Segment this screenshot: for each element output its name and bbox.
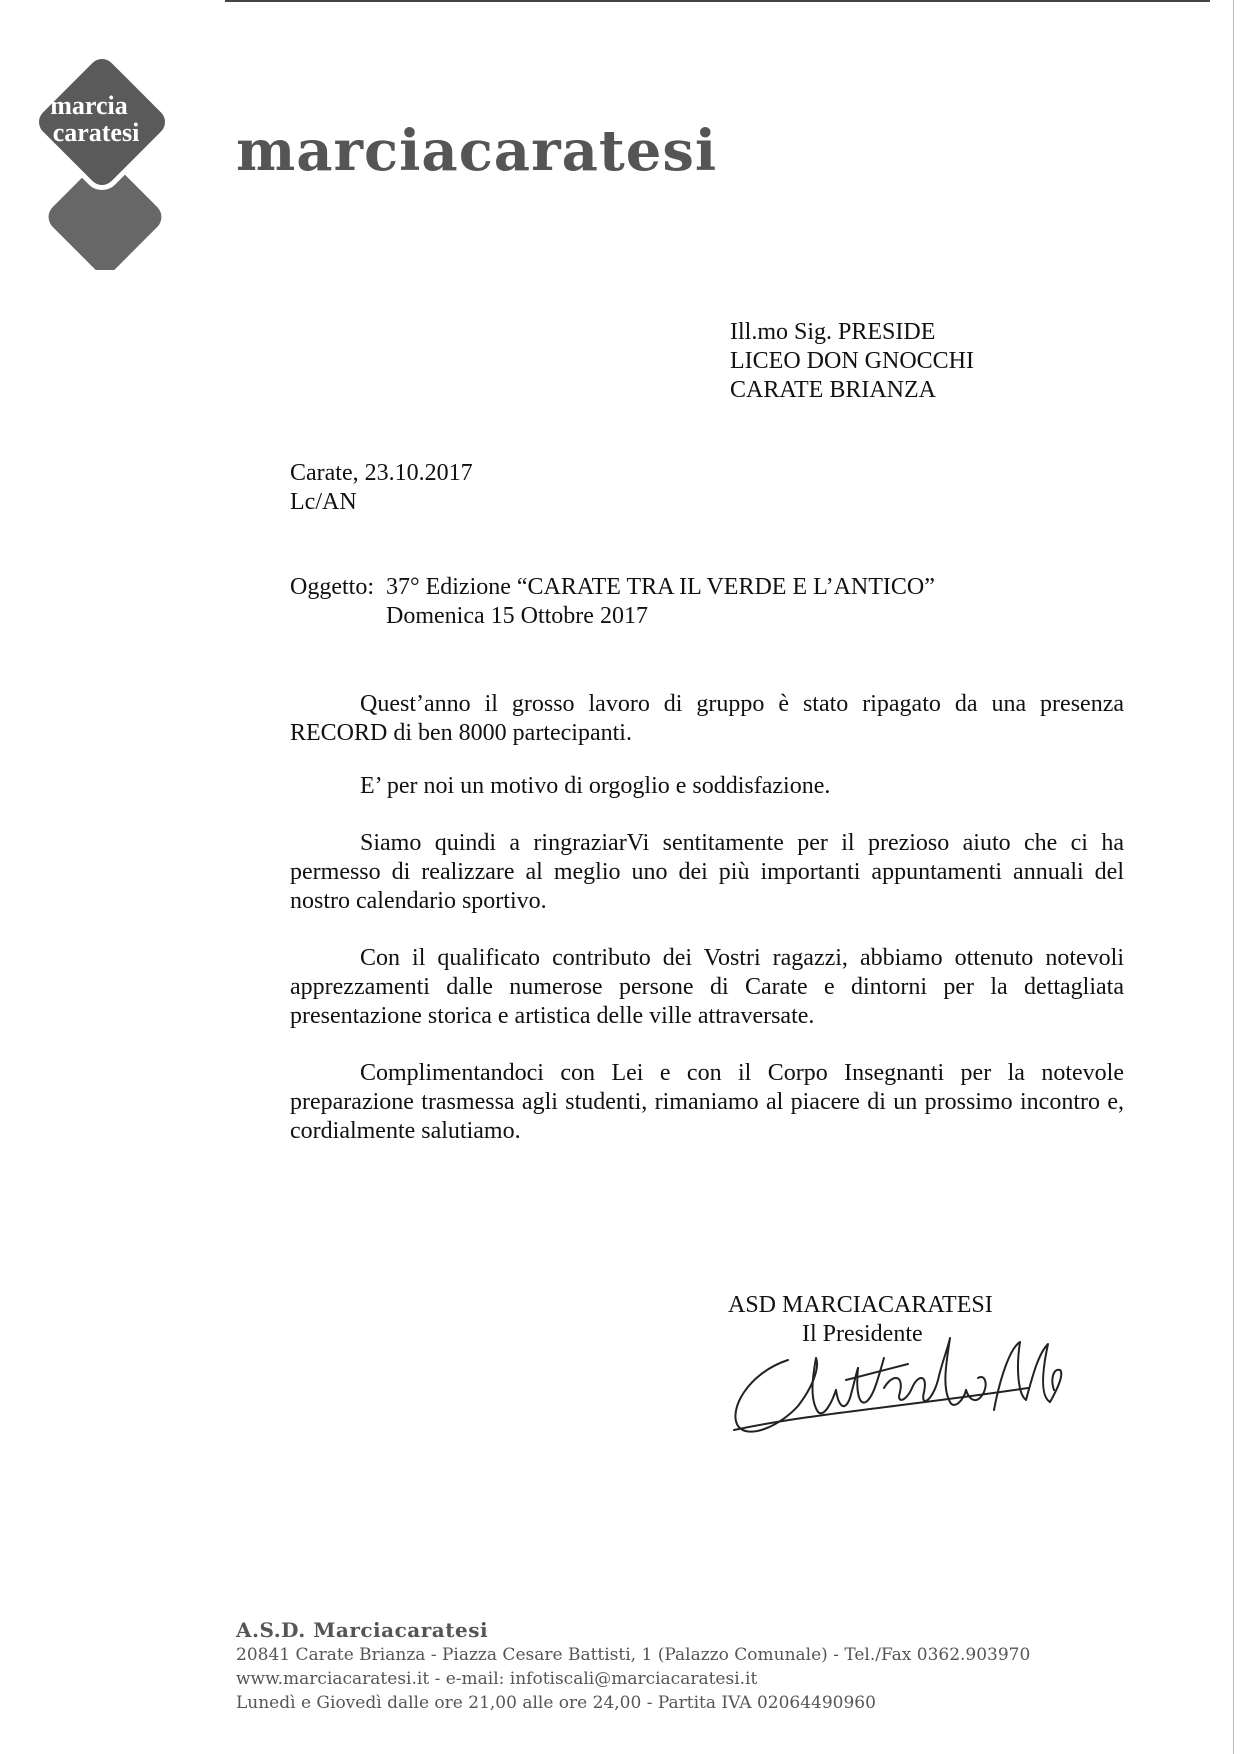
addressee-block [730,318,974,405]
footer-org-name: A.S.D. Marciacaratesi [236,1618,489,1642]
logo-text-line2: caratesi [52,118,140,147]
handwritten-signature [728,1318,1068,1438]
addressee-line1: Ill.mo Sig. PRESIDE [730,319,936,345]
top-border-line [225,0,1210,2]
addressee-line2: LICEO DON GNOCCHI [730,348,974,374]
date-reference-block [290,459,473,517]
letter-date: Carate, 23.10.2017 [290,460,473,486]
footer-hours: Lunedì e Giovedì dalle ore 21,00 alle ore 24,00 - Partita IVA 02064490960 [236,1693,876,1713]
footer-contacts: www.marciacaratesi.it - e-mail: infotiscali@marciacaratesi.it [236,1669,758,1689]
logo-text-line1: marcia [50,91,128,120]
footer-address: 20841 Carate Brianza - Piazza Cesare Battisti, 1 (Palazzo Comunale) - Tel./Fax 0362.903970 [236,1645,1031,1665]
body-paragraph: E’ per noi un motivo di orgoglio e soddisfazione. [360,773,831,799]
scan-right-edge [1233,0,1234,1754]
body-paragraph: Quest’anno il grosso lavoro di gruppo è stato ripagato da una presenza RECORD di ben 8000 partecipanti. [290,691,1124,746]
subject-line1: 37° Edizione “CARATE TRA IL VERDE E L’ANTICO” [386,574,935,600]
letter-body [290,690,1124,1174]
signature-organization: ASD MARCIACARATESI [728,1292,993,1318]
brand-name: marciacaratesi [236,118,718,184]
addressee-line3: CARATE BRIANZA [730,377,937,403]
subject-label: Oggetto: [290,574,374,600]
signature-role: Il Presidente [802,1321,923,1347]
marcia-caratesi-logo-icon [22,55,182,270]
letter-reference: Lc/AN [290,489,357,515]
body-paragraph: Siamo quindi a ringraziarVi sentitamente per il prezioso aiuto che ci ha permesso di realizzare al meglio uno dei più importanti appuntamenti annuali del nostro calendario sportivo. [290,830,1124,914]
body-paragraph: Complimentandoci con Lei e con il Corpo Insegnanti per la notevole preparazione trasmessa agli studenti, rimaniamo al piacere di un prossimo incontro e, cordialmente salutiamo. [290,1060,1124,1144]
subject-block [290,573,935,631]
body-paragraph: Con il qualificato contributo dei Vostri ragazzi, abbiamo ottenuto notevoli apprezzamenti dalle numerose persone di Carate e dintorni per la dettagliata presentazione storica e artistica delle ville attraversate. [290,945,1124,1029]
letterhead-footer [236,1617,1030,1715]
subject-line2: Domenica 15 Ottobre 2017 [386,603,648,629]
